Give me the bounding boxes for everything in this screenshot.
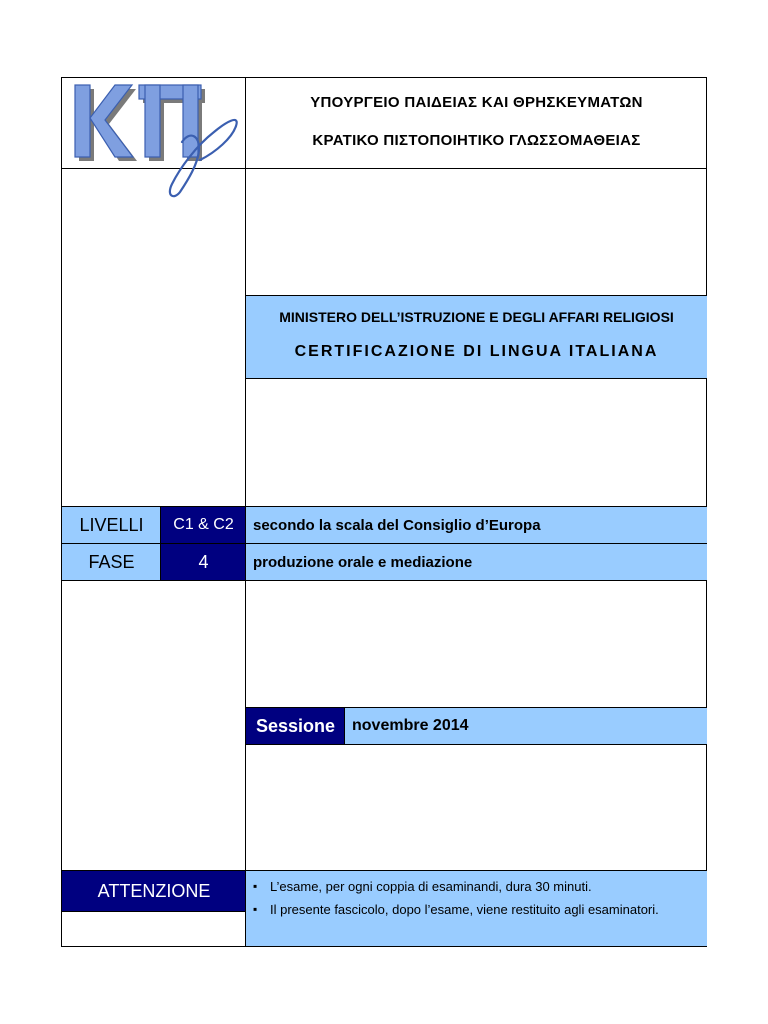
grid-line (245, 707, 707, 708)
attention-label-cell (62, 871, 246, 911)
attention-note-2: ▪ Il presente fascicolo, dopo l’esame, viene restituito agli esaminatori. (246, 898, 707, 921)
attention-note-1: ▪ L’esame, per ogni coppia di esaminandi, dura 30 minuti. (246, 875, 707, 898)
session-label: Sessione (255, 715, 336, 736)
ministry-title-greek: ΥΠΟΥΡΓΕΙΟ ΠΑΙΔΕΙΑΣ ΚΑΙ ΘΡΗΣΚΕΥΜΑΤΩΝ (310, 94, 643, 111)
levels-label: LIVELLI (79, 514, 144, 535)
ministry-title-italian: MINISTERO DELL’ISTRUZIONE E DEGLI AFFARI RELIGIOSI (279, 309, 674, 325)
grid-line (245, 744, 707, 745)
grid-line (245, 378, 707, 379)
session-label-cell (246, 708, 345, 744)
levels-value: C1 & C2 (173, 516, 234, 533)
phase-value-cell (161, 544, 246, 580)
grid-line (61, 911, 246, 912)
kpg-logo-graphic (66, 80, 244, 200)
session-value-cell (345, 708, 707, 744)
levels-description-cell (246, 507, 707, 543)
grid-line (245, 77, 246, 947)
phase-label: FASE (88, 551, 135, 572)
attention-notes-cell (246, 871, 707, 946)
phase-description: produzione orale e mediazione (253, 553, 473, 571)
grid-line (61, 870, 707, 871)
levels-description: secondo la scala del Consiglio d’Europa (253, 516, 541, 534)
phase-label-cell (62, 544, 161, 580)
kpg-logo (66, 80, 244, 200)
grid-line (344, 707, 345, 745)
levels-value-cell (161, 507, 246, 543)
grid-line (245, 295, 707, 296)
attention-notes-list (246, 875, 707, 921)
levels-label-cell (62, 507, 161, 543)
phase-description-cell (246, 544, 707, 580)
session-value: novembre 2014 (352, 717, 469, 734)
attention-label: ATTENZIONE (97, 880, 211, 901)
certificate-title-italian: CERTIFICAZIONE DI LINGUA ITALIANA (294, 343, 659, 360)
grid-line (61, 506, 707, 507)
phase-value: 4 (198, 551, 209, 572)
certificate-title-greek: ΚΡΑΤΙΚΟ ΠΙΣΤΟΠΟΙΗΤΙΚΟ ΓΛΩΣΣΟΜΑΘΕΙΑΣ (312, 132, 641, 149)
grid-line (61, 543, 707, 544)
grid-line (61, 580, 707, 581)
